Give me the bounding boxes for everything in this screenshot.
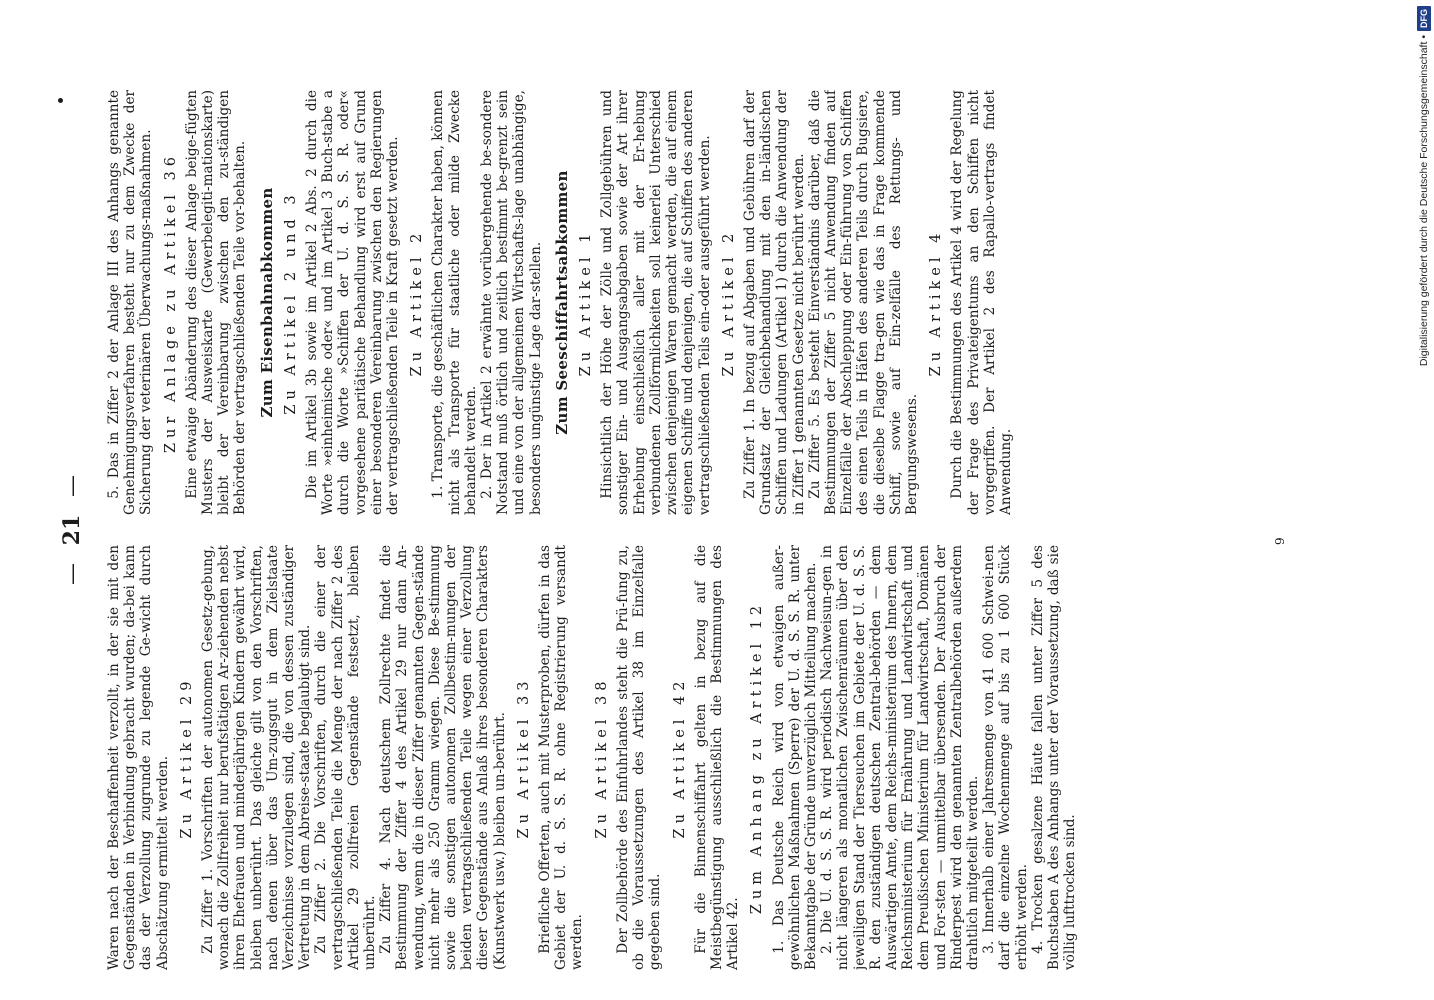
paragraph: Durch die Bestimmungen des Artikel 4 wird der Regelung der Frage des Privateigentums an den Schiffen nicht vorgegriffen. Der Artikel 2 des Rapallo-vertrags findet Anwendung. — [949, 90, 1014, 515]
page-header — [50, 90, 94, 970]
paragraph: Zu Ziffer 4. Nach deutschem Zollrechte findet die Bestimmung der Ziffer 4 des Artikel 29 nur dann An-wendung, wenn die in dieser Ziffer genannten Gegen-stände nicht mehr als 250 Gramm wiegen. Diese Be-stimmung sowie die sonstigen autonomen Zollbestim-mungen der beiden vertragschließenden Teile wegen einer Verzollung dieser Gegenstände aus Anlaß ihres besonderen Charakters (Kunstwerk usw.) bleiben un-berührt. — [378, 545, 508, 970]
paragraph: 2. Die U. d. S. S. R. wird periodisch Nachweisun-gen in nicht längeren als monatlichen Zwischenräumen über den jeweiligen Stand der Tierseuchen im Gebiete der U. d. S. S. R. den zuständigen deutschen Zentral-behörden — dem Auswärtigen Amte, dem Reichs-ministerium des Innern, dem Reichsministerium für Ernährung und Landwirtschaft und dem Preußischen Ministerium für Landwirtschaft, Domänen und For-sten — unmittelbar übersenden. Der Ausbruch der Rinderpest wird den genannten Zentralbehörden außerdem drahtlich mitgeteilt werden. — [819, 545, 981, 970]
paragraph: Zu Ziffer 1. Vorschriften der autonomen Gesetz-gebung, wonach die Zollfreiheit nur berufstätigen Ar-ziehenden nebst ihren Ehefrauen und minderjährigen Kindern gewährt wird, bleiben unberührt. Das gleiche gilt von den Vorschriften, nach denen über das Um-zugsgut in dem Zielstaate Verzeichnisse vorzulegen sind, die von dessen zuständiger Vertretung in dem Abreise-staate beglaubigt sind. — [200, 545, 314, 970]
header-dash-right: — — [60, 475, 85, 498]
dfg-logo: DFG — [1417, 6, 1431, 31]
section-heading: Zu Artikel 2 — [720, 228, 737, 377]
paragraph: Der Zollbehörde des Einfuhrlandes steht die Prü-fung zu, ob die Voraussetzungen des Artikel 38 im Einzelfalle gegeben sind. — [614, 545, 664, 970]
paragraph: Für die Binnenschiffahrt gelten in bezug auf die Meistbegünstigung ausschließlich die Bestimmungen des Artikel 42. — [692, 545, 742, 970]
paragraph: Zu Ziffer 5. Es besteht Einverständnis darüber, daß die Bestimmungen der Ziffer 5 nicht Anwendung finden auf Einzelfälle der Abschleppung oder Ein-führung von Schiffen des einen Teils in Häfen des anderen Teils durch Bugsiere, die dieselbe Flagge tra-gen wie das in Frage kommende Schiff, sowie auf Ein-zelfälle des Rettungs- und Bergungswesens. — [806, 90, 920, 515]
section-heading: Zu Artikel 2 — [409, 228, 426, 377]
paragraph: Zu Ziffer 1. In bezug auf Abgaben und Gebühren darf der Grundsatz der Gleichbehandlung mit den in-ländischen Schiffen und Ladungen (Artikel 1) durch die Anwendung der in Ziffer 1 genannten Gesetze nicht berührt werden. — [741, 90, 807, 515]
header-dash-left: — — [60, 562, 85, 585]
paragraph: 1. Das Deutsche Reich wird von etwaigen außer-gewöhnlichen Maßnahmen (Sperre) der U. d. S. S. R. unter Bekanntgabe der Gründe unverzüglich Mitteilung machen. — [770, 545, 819, 970]
page-number: 21 — [59, 514, 85, 546]
paragraph: Waren nach der Beschaffenheit verzollt, in der sie mit den Gegenständen in Verbindung gebracht wurden; da-bei kann das der Verzollung zugrunde zu legende Ge-wicht durch Abschätzung ermittelt werden. — [106, 545, 171, 970]
section-heading: Zu Artikel 29 — [178, 676, 195, 839]
section-heading: Zu Artikel 42 — [671, 676, 688, 839]
section-heading: Zu Artikel 4 — [928, 228, 945, 377]
credit-line — [1416, 6, 1432, 994]
section-heading: Zu Artikel 1 — [578, 228, 595, 377]
paragraph: 1. Transporte, die geschäftlichen Charakter haben, können nicht als Transporte für staatliche oder milde Zwecke behandelt werden. — [430, 90, 479, 515]
paragraph: 3. Innerhalb einer Jahresmenge von 41 600 Schwei-nen darf die einzelne Wochenmenge auf bis zu 1 600 Stück erhöht werden. — [981, 545, 1030, 970]
paragraph: 4. Trocken gesalzene Häute fallen unter Ziffer 5 des Buchstaben A des Anhangs unter der Voraussetzung, daß sie völlig lufttrocken sind. — [1029, 545, 1079, 970]
section-heading: Zu Artikel 33 — [515, 676, 532, 839]
section-heading: Zu Artikel 2 und 3 — [282, 190, 299, 415]
digitization-credit — [1414, 6, 1434, 994]
paragraph: Briefliche Offerten, auch mit Musterproben, dürfen in das Gebiet der U. d. S. S. R. ohne Registrierung versandt werden. — [537, 545, 586, 970]
right-column — [106, 90, 1266, 515]
agreement-heading: Zum Eisenbahnabkommen — [257, 187, 276, 418]
paragraph: 5. Das in Ziffer 2 der Anlage III des Anhangs genannte Genehmigungsverfahren besteht nur zu dem Zwecke der Sicherung der veterinären Überwachungs-maßnahmen. — [106, 90, 155, 515]
paragraph: Zu Ziffer 2. Die Vorschriften, durch die einer der vertragschließenden Teile die Menge der nach Ziffer 2 des Artikel 29 zollfreien Gegenstände festsetzt, bleiben unberührt. — [313, 545, 379, 970]
folio-mark: 6 — [1272, 537, 1286, 545]
section-heading: Zur Anlage zu Artikel 36 — [162, 151, 179, 454]
section-heading: Zu Artikel 38 — [593, 676, 610, 839]
paragraph: Die im Artikel 3b sowie im Artikel 2 Abs. 2 durch die Worte »einheimische oder« und im Artikel 3 Buch-stabe a durch die Worte »Schiffen der U. d. S. S. R. oder« vorgesehene paritätische Behandlung wird erst auf Grund einer besonderen Vereinbarung zwischen den Regierungen der vertragschließenden Teile in Kraft gesetzt werden. — [304, 90, 402, 515]
credit-text: Digitalisierung gefördert durch die Deutsche Forschungsgemeinschaft • — [1418, 35, 1430, 367]
rotated-page — [50, 90, 1290, 970]
section-heading: Zum Anhang zu Artikel 12 — [749, 600, 766, 915]
paragraph: Hinsichtlich der Höhe der Zölle und Zollgebühren und sonstiger Ein- und Ausgangsabgaben sowie der Art ihrer Erhebung einschließlich aller mit der Er-hebung verbundenen Zollförmlichkeiten soll keinerlei Unterschied zwischen denjenigen Waren gemacht werden, die auf einem eigenen Schiffe und denjenigen, die auf Schiffen des anderen vertragschließenden Teils ein-oder ausgeführt werden. — [599, 90, 713, 515]
agreement-heading: Zum Seeschiffahrtsabkommen — [552, 170, 571, 435]
left-column — [106, 545, 1266, 970]
paragraph: 2. Der in Artikel 2 erwähnte vorübergehende be-sondere Notstand muß örtlich und zeitlich bestimmt be-grenzt sein und eine von der allgemeinen Wirtschafts-lage unabhängige, besonders ungünstige Lage dar-stellen. — [479, 90, 544, 515]
paragraph: Eine etwaige Abänderung des dieser Anlage beige-fügten Musters der Ausweiskarte (Gewerbelegiti-mationskarte) bleibt der Vereinbarung zwischen den zu-ständigen Behörden der vertragschließenden Teile vor-behalten. — [183, 90, 249, 515]
